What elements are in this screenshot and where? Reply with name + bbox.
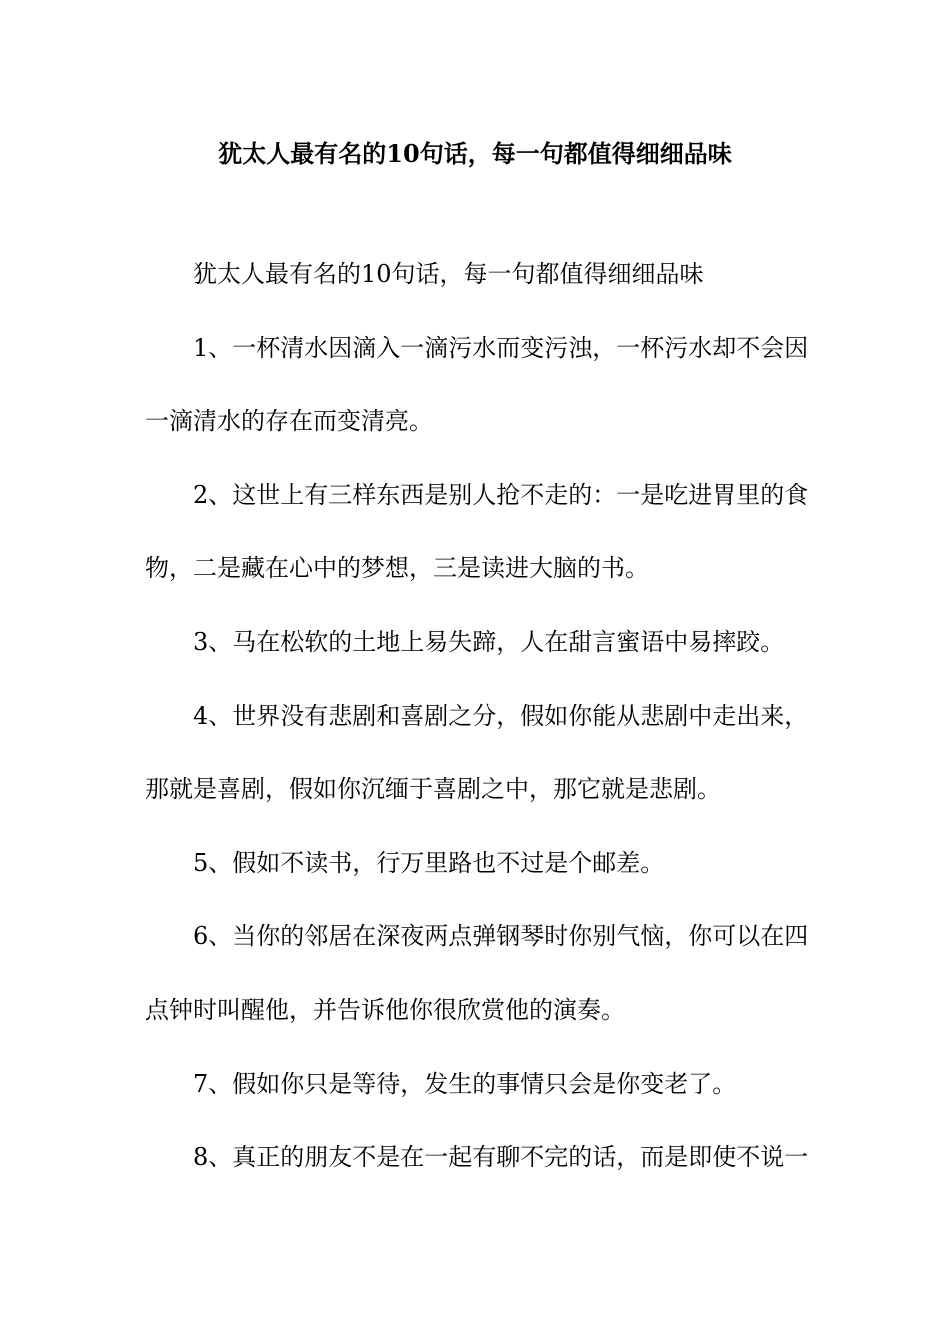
paragraph-line: 那就是喜剧，假如你沉缅于喜剧之中，那它就是悲剧。 [145,775,721,804]
paragraph-line: 点钟时叫醒他，并告诉他你很欣赏他的演奏。 [145,995,625,1024]
paragraph-8 [145,1139,807,1176]
paragraph-line: 7、假如你只是等待，发生的事情只会是你变老了。 [193,1069,737,1098]
paragraph-line: 4、世界没有悲剧和喜剧之分，假如你能从悲剧中走出来， [193,701,809,730]
paragraph-4 [145,698,807,808]
paragraph-0 [145,256,807,293]
paragraph-6 [145,918,807,1028]
paragraph-line: 5、假如不读书，行万里路也不过是个邮差。 [193,848,665,877]
paragraph-2 [145,477,807,587]
paragraph-line: 物，二是藏在心中的梦想，三是读进大脑的书。 [145,554,649,583]
paragraph-line: 一滴清水的存在而变清亮。 [145,407,433,436]
paragraph-7 [145,1066,807,1103]
paragraph-line: 3、马在松软的土地上易失蹄，人在甜言蜜语中易摔跤。 [193,627,785,656]
paragraph-1 [145,330,807,440]
paragraph-5 [145,845,807,882]
paragraph-line: 6、当你的邻居在深夜两点弹钢琴时你别气恼，你可以在四 [193,922,809,951]
paragraph-line: 犹太人最有名的10句话，每一句都值得细细品味 [193,260,704,288]
paragraph-line: 8、真正的朋友不是在一起有聊不完的话，而是即使不说一 [193,1143,809,1172]
paragraph-3 [145,624,807,661]
document-body [145,256,807,1176]
document-title: 犹太人最有名的10句话，每一句都值得细细品味 [218,139,732,168]
paragraph-line: 1、一杯清水因滴入一滴污水而变污浊，一杯污水却不会因 [193,333,809,362]
paragraph-line: 2、这世上有三样东西是别人抢不走的：一是吃进胃里的食 [193,480,809,509]
